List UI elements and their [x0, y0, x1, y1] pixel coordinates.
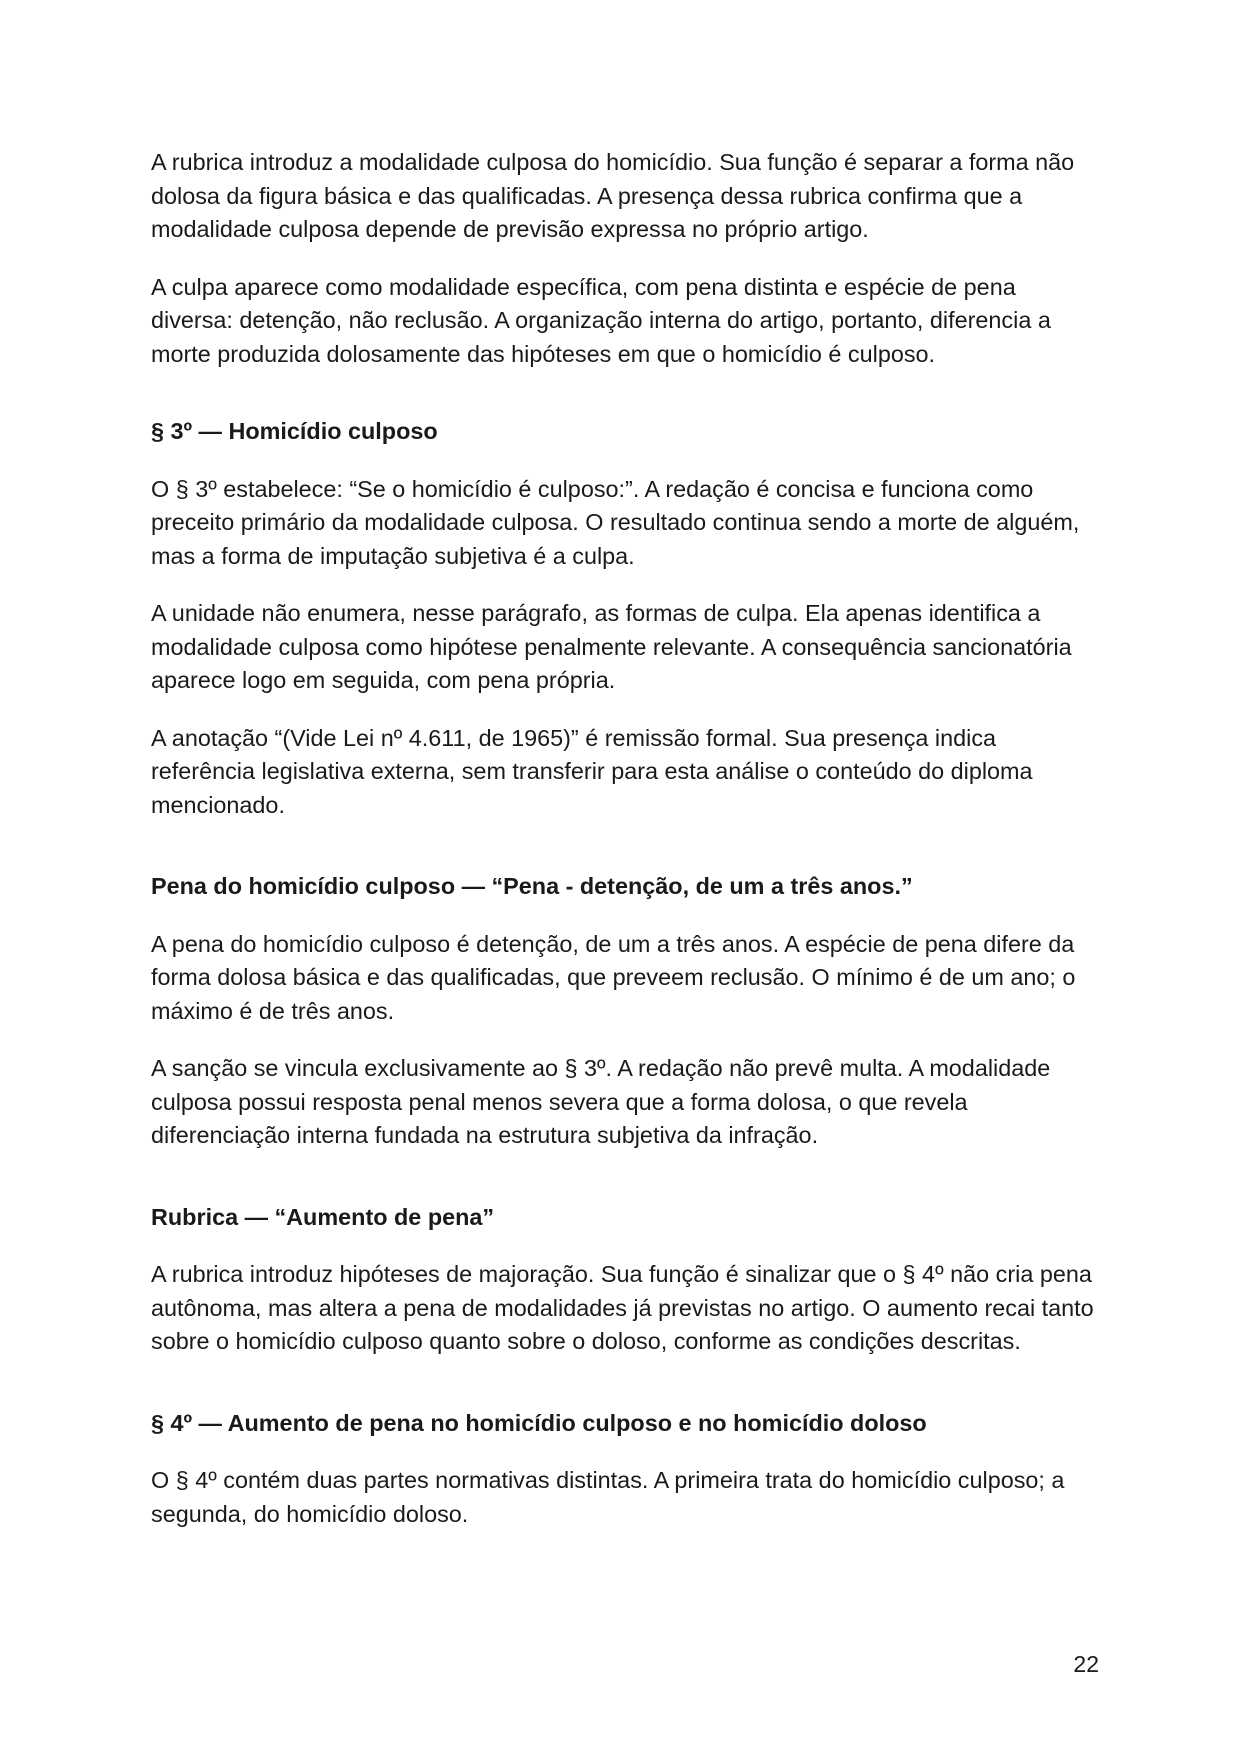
page-number: 22 [1073, 1651, 1099, 1677]
section-heading-pena-culposo: Pena do homicídio culposo — “Pena - detenção, de um a três anos.” [151, 873, 913, 899]
paragraph-rubrica-culposa: A rubrica introduz a modalidade culposa do homicídio. Sua função é separar a forma não dolosa da figura básica e das qualificadas. A presença dessa rubrica confirma que a modalidade culposa depende de previsão expressa no próprio artigo. [151, 149, 1075, 242]
paragraph-unidade-nao-enumera: A unidade não enumera, nesse parágrafo, as formas de culpa. Ela apenas identifica a modalidade culposa como hipótese penalmente relevante. A consequência sancionatória aparece logo em seguida, com pena própria. [151, 600, 1072, 693]
paragraph-sancao-vincula: A sanção se vincula exclusivamente ao § 3º. A redação não prevê multa. A modalidade culposa possui resposta penal menos severa que a forma dolosa, o que revela diferenciação interna fundada na estrutura subjetiva da infração. [151, 1055, 1051, 1148]
paragraph-anotacao-vide-lei: A anotação “(Vide Lei nº 4.611, de 1965)” é remissão formal. Sua presença indica referência legislativa externa, sem transferir para esta análise o conteúdo do diploma mencionado. [151, 724, 1033, 818]
paragraph-par4-duas-partes: O § 4º contém duas partes normativas distintas. A primeira trata do homicídio culposo; a segunda, do homicídio doloso. [151, 1467, 1065, 1527]
paragraph-culpa-modalidade: A culpa aparece como modalidade específica, com pena distinta e espécie de pena diversa: detenção, não reclusão. A organização interna do artigo, portanto, diferencia a morte produzida dolosamente das hipóteses em que o homicídio é culposo. [151, 273, 1051, 367]
document-page [151, 146, 1101, 1555]
section-heading-aumento-pena: Rubrica — “Aumento de pena” [151, 1203, 495, 1230]
paragraph-par3-estabelece: O § 3º estabelece: “Se o homicídio é culposo:”. A redação é concisa e funciona como preceito primário da modalidade culposa. O resultado continua sendo a morte de alguém, mas a forma de imputação subjetiva é a culpa. [151, 475, 1080, 569]
section-heading-par3: § 3º — Homicídio culposo [151, 418, 438, 444]
paragraph-pena-detencao: A pena do homicídio culposo é detenção, de um a três anos. A espécie de pena difere da forma dolosa básica e das qualificadas, que preveem reclusão. O mínimo é de um ano; o máximo é de três anos. [151, 930, 1076, 1024]
paragraph-rubrica-majoracao: A rubrica introduz hipóteses de majoração. Sua função é sinalizar que o § 4º não cria pena autônoma, mas altera a pena de modalidades já previstas no artigo. O aumento recai tanto sobre o homicídio culposo quanto sobre o doloso, conforme as condições descritas. [151, 1261, 1094, 1354]
section-heading-par4: § 4º — Aumento de pena no homicídio culposo e no homicídio doloso [151, 1409, 927, 1436]
